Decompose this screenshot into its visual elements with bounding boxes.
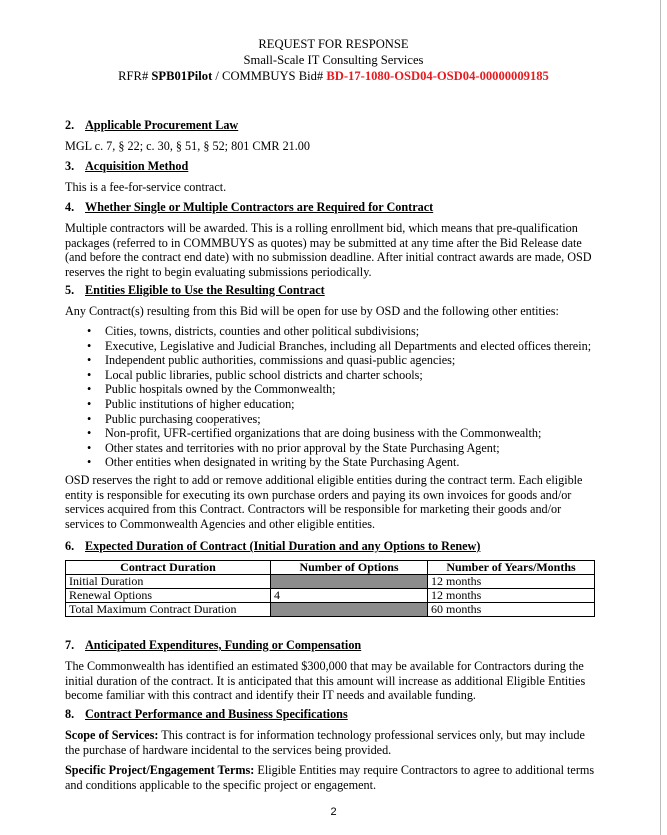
eligible-entities-list (65, 324, 605, 470)
doc-ids (0, 69, 667, 84)
section-title: Anticipated Expenditures, Funding or Compensation (85, 638, 362, 652)
list-item: • Other states and territories with no prior approval by the State Purchasing Agent; (65, 441, 605, 456)
section-8-heading (65, 707, 605, 722)
list-item: • Executive, Legislative and Judicial Branches, including all Departments and elected offices therein; (65, 339, 605, 354)
list-item: • Public hospitals owned by the Commonwealth; (65, 382, 605, 397)
section-title: Applicable Procurement Law (85, 118, 239, 132)
bid-id: BD-17-1080-OSD04-OSD04-00000009185 (326, 69, 549, 83)
section-title: Entities Eligible to Use the Resulting Contract (85, 283, 325, 297)
scope-text: This contract is for information technology professional services only, but may include the purchase of hardware incidental to the services being provided. (65, 728, 585, 757)
section-title: Contract Performance and Business Specifications (85, 707, 348, 721)
list-item: • Other entities when designated in writing by the State Purchasing Agent. (65, 455, 605, 470)
page-edge (660, 0, 661, 835)
doc-subtitle: Small-Scale IT Consulting Services (243, 53, 424, 67)
duration-table (65, 560, 595, 617)
section-2-text: MGL c. 7, § 22; c. 30, § 51, § 52; 801 CMR 21.00 (65, 139, 310, 153)
section-number: 4. (65, 200, 75, 214)
bid-prefix: / COMMBUYS Bid# (212, 69, 327, 83)
section-title: Acquisition Method (85, 159, 189, 173)
table-header-row (66, 561, 595, 575)
table-cell: Initial Duration (66, 575, 271, 589)
list-item: • Public institutions of higher education; (65, 397, 605, 412)
column-header: Number of Years/Months (428, 561, 595, 575)
section-7-heading (65, 638, 605, 653)
section-number: 5. (65, 283, 75, 297)
page-number: 2 (330, 806, 337, 818)
section-2-heading (65, 118, 605, 133)
section-number: 2. (65, 118, 75, 132)
section-number: 6. (65, 539, 75, 553)
table-cell: Renewal Options (66, 589, 271, 603)
table-cell: 4 (271, 589, 428, 603)
section-title: Expected Duration of Contract (Initial Duration and any Options to Renew) (85, 539, 481, 553)
list-item: • Public purchasing cooperatives; (65, 412, 605, 427)
table-row (66, 589, 595, 603)
section-title: Whether Single or Multiple Contractors are Required for Contract (85, 200, 434, 214)
terms-label: Specific Project/Engagement Terms: (65, 763, 255, 777)
section-3-text: This is a fee-for-service contract. (65, 180, 227, 194)
column-header: Contract Duration (66, 561, 271, 575)
section-5-intro: Any Contract(s) resulting from this Bid will be open for use by OSD and the following other entities: (65, 304, 559, 318)
section-4-text: Multiple contractors will be awarded. This is a rolling enrollment bid, which means that pre-qualification packages (referred to in COMMBUYS as quotes) may be submitted at any time after the Bid Release date (and before the contract end date) with no submission deadline. After initial contract awards are made, OSD reserves the right to begin evaluating submissions periodically. (65, 221, 592, 279)
table-cell: 12 months (428, 589, 595, 603)
table-row (66, 603, 595, 617)
project-terms (65, 763, 595, 792)
table-row (66, 575, 595, 589)
section-number: 8. (65, 707, 75, 721)
list-item: • Cities, towns, districts, counties and other political subdivisions; (65, 324, 605, 339)
list-item: • Local public libraries, public school districts and charter schools; (65, 368, 605, 383)
table-cell (271, 575, 428, 589)
section-number: 3. (65, 159, 75, 173)
section-5-heading (65, 283, 605, 298)
section-4-heading (65, 200, 605, 215)
scope-label: Scope of Services: (65, 728, 159, 742)
scope-of-services (65, 728, 595, 757)
rfr-prefix: RFR# (118, 69, 152, 83)
section-6-heading (65, 539, 605, 554)
rfr-id: SPB01Pilot (151, 69, 213, 83)
list-item: • Non-profit, UFR-certified organizations that are doing business with the Commonwealth; (65, 426, 605, 441)
column-header: Number of Options (271, 561, 428, 575)
table-cell: Total Maximum Contract Duration (66, 603, 271, 617)
terms-text: Eligible Entities may require Contractors to agree to additional terms and conditions applicable to the specific project or engagement. (65, 763, 595, 792)
table-cell: 12 months (428, 575, 595, 589)
section-7-text: The Commonwealth has identified an estimated $300,000 that may be available for Contractors during the initial duration of the contract. It is anticipated that this amount will increase as additional Eligible Entities become familiar with this contract and identify their IT needs and available funding. (65, 659, 586, 703)
section-5-outro: OSD reserves the right to add or remove additional eligible entities during the contract term. Each eligible entity is responsible for executing its own purchase orders and paying its own invoices for goods and/or services acquired from this Contract. Contractors will be responsible for marketing their goods and/or services to Commonwealth Agencies and other eligible entities. (65, 473, 583, 531)
doc-title: REQUEST FOR RESPONSE (258, 37, 409, 51)
list-item: • Independent public authorities, commissions and quasi-public agencies; (65, 353, 605, 368)
section-number: 7. (65, 638, 75, 652)
table-cell: 60 months (428, 603, 595, 617)
table-cell (271, 603, 428, 617)
section-3-heading (65, 159, 605, 174)
